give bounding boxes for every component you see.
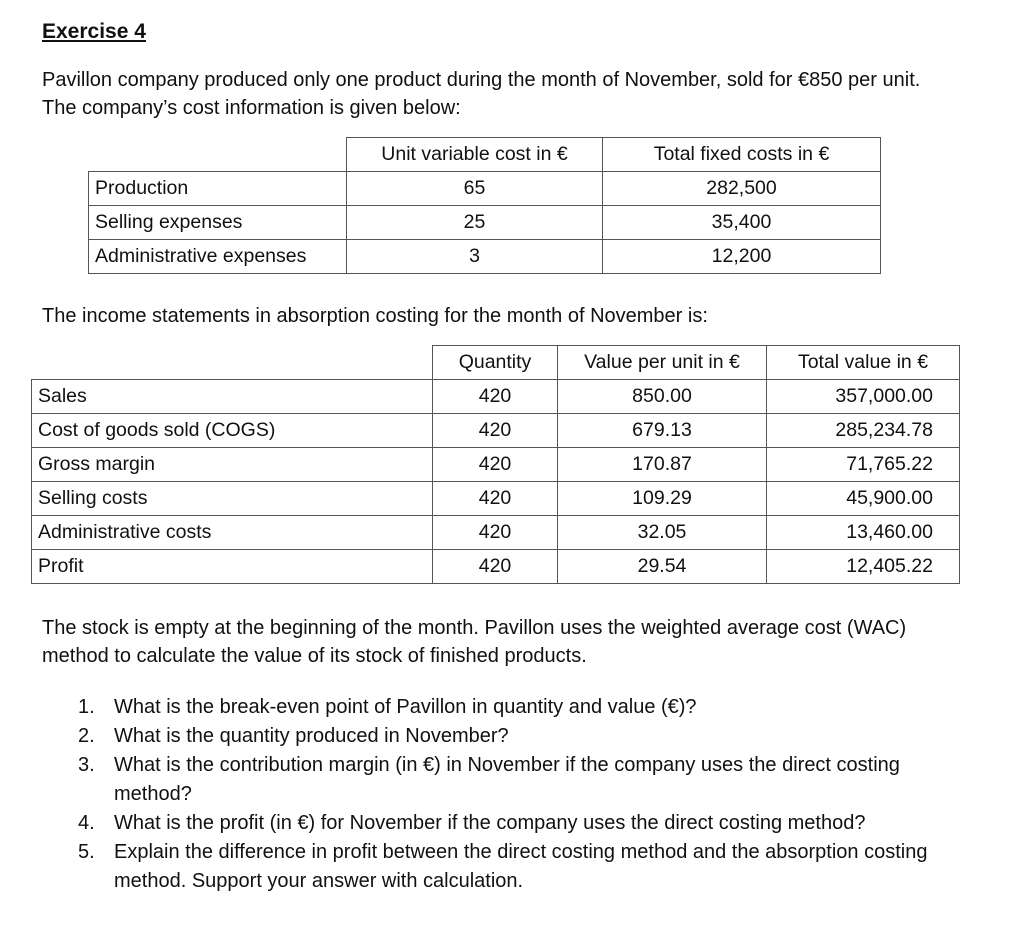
row-label: Cost of goods sold (COGS) xyxy=(32,414,433,448)
fixed-cost: 35,400 xyxy=(603,206,881,240)
list-item xyxy=(78,693,938,722)
question-number: 3. xyxy=(78,754,95,776)
question-text: What is the quantity produced in November? xyxy=(114,725,509,747)
list-item xyxy=(78,809,938,838)
per-unit-cell: 109.29 xyxy=(558,482,767,516)
income-table-header-row xyxy=(32,346,960,380)
fixed-cost: 12,200 xyxy=(603,240,881,274)
total-cell: 285,234.78 xyxy=(767,414,960,448)
unit-variable-cost: 65 xyxy=(347,172,603,206)
income-statement-table xyxy=(31,345,960,584)
quantity-cell: 420 xyxy=(433,380,558,414)
intro-paragraph: Pavillon company produced only one product during the month of November, sold for €850 per unit. The company’s cost information is given below: xyxy=(42,69,921,119)
table-row xyxy=(32,448,960,482)
per-unit-cell: 850.00 xyxy=(558,380,767,414)
unit-variable-cost: 3 xyxy=(347,240,603,274)
question-list xyxy=(78,693,938,896)
quantity-header: Quantity xyxy=(433,346,558,380)
question-text: Explain the difference in profit between the direct costing method and the absorption costing method. Support your answer with calculation. xyxy=(114,841,928,892)
total-cell: 357,000.00 xyxy=(767,380,960,414)
total-fixed-costs-header: Total fixed costs in € xyxy=(603,138,881,172)
quantity-cell: 420 xyxy=(433,516,558,550)
cost-table xyxy=(88,137,881,274)
per-unit-cell: 32.05 xyxy=(558,516,767,550)
question-number: 5. xyxy=(78,841,95,863)
total-cell: 12,405.22 xyxy=(767,550,960,584)
unit-variable-cost: 25 xyxy=(347,206,603,240)
quantity-cell: 420 xyxy=(433,482,558,516)
row-label: Administrative costs xyxy=(32,516,433,550)
row-label: Profit xyxy=(32,550,433,584)
table-row xyxy=(89,206,881,240)
list-item xyxy=(78,751,938,809)
row-label: Administrative expenses xyxy=(89,240,347,274)
table-row xyxy=(89,172,881,206)
table-row xyxy=(32,380,960,414)
row-label: Selling costs xyxy=(32,482,433,516)
unit-variable-cost-header: Unit variable cost in € xyxy=(347,138,603,172)
question-number: 2. xyxy=(78,725,95,747)
table-row xyxy=(32,414,960,448)
cost-table-header-row xyxy=(89,138,881,172)
question-text: What is the break-even point of Pavillon in quantity and value (€)? xyxy=(114,696,697,718)
table-row xyxy=(32,516,960,550)
table-row xyxy=(32,550,960,584)
value-per-unit-header: Value per unit in € xyxy=(558,346,767,380)
quantity-cell: 420 xyxy=(433,414,558,448)
total-cell: 13,460.00 xyxy=(767,516,960,550)
question-text: What is the profit (in €) for November if the company uses the direct costing method? xyxy=(114,812,866,834)
list-item xyxy=(78,838,938,896)
stock-note: The stock is empty at the beginning of the month. Pavillon uses the weighted average cost (WAC) method to calculate the value of its stock of finished products. xyxy=(42,617,907,667)
fixed-cost: 282,500 xyxy=(603,172,881,206)
row-label: Production xyxy=(89,172,347,206)
income-intro: The income statements in absorption costing for the month of November is: xyxy=(42,305,708,327)
quantity-cell: 420 xyxy=(433,448,558,482)
question-text: What is the contribution margin (in €) in November if the company uses the direct costing method? xyxy=(114,754,900,805)
table-row xyxy=(32,482,960,516)
question-number: 1. xyxy=(78,696,95,718)
row-label: Gross margin xyxy=(32,448,433,482)
exercise-heading: Exercise 4 xyxy=(42,20,146,43)
table-row xyxy=(89,240,881,274)
per-unit-cell: 679.13 xyxy=(558,414,767,448)
total-cell: 71,765.22 xyxy=(767,448,960,482)
per-unit-cell: 29.54 xyxy=(558,550,767,584)
total-cell: 45,900.00 xyxy=(767,482,960,516)
list-item xyxy=(78,722,938,751)
cost-table-corner xyxy=(89,138,347,172)
quantity-cell: 420 xyxy=(433,550,558,584)
row-label: Sales xyxy=(32,380,433,414)
per-unit-cell: 170.87 xyxy=(558,448,767,482)
question-number: 4. xyxy=(78,812,95,834)
row-label: Selling expenses xyxy=(89,206,347,240)
income-table-corner xyxy=(32,346,433,380)
total-value-header: Total value in € xyxy=(767,346,960,380)
